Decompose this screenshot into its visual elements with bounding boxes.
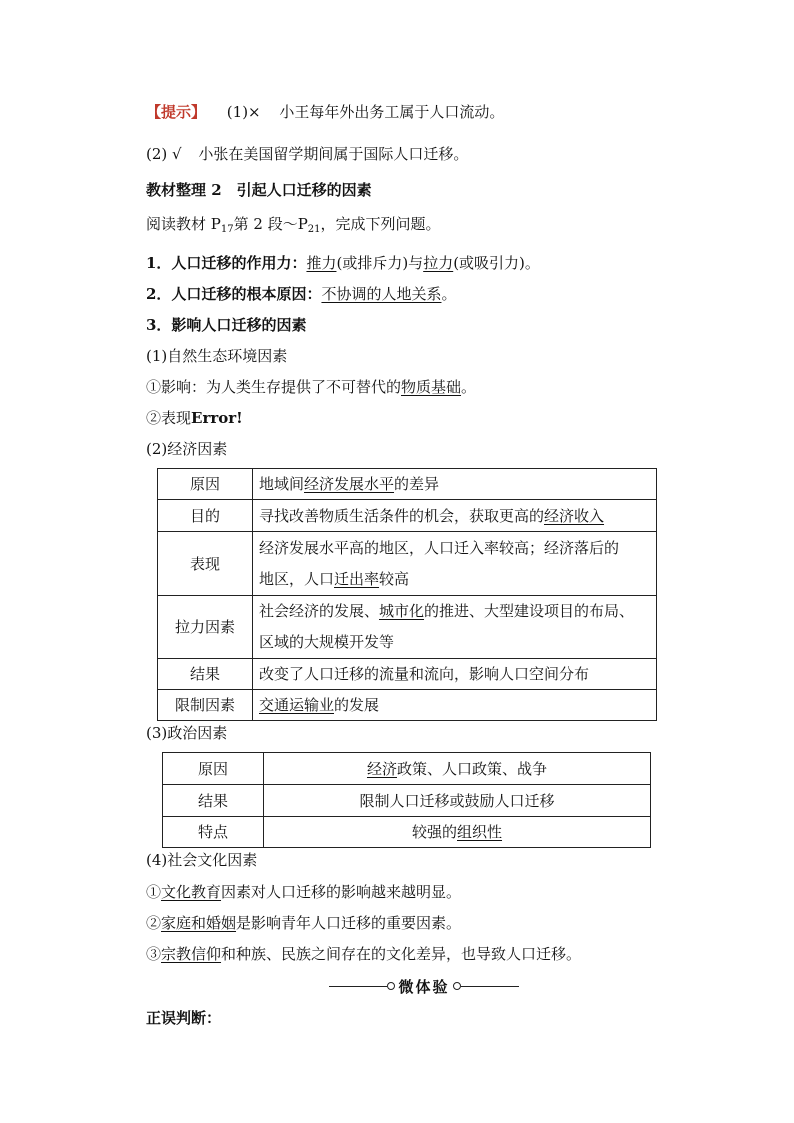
point2-label: 2．人口迁移的根本原因： — [146, 285, 322, 303]
pol-value: 经济政策、人口政策、战争 — [264, 753, 651, 785]
pol-key: 特点 — [163, 817, 264, 848]
reading-middle: 第 2 段～P — [233, 215, 308, 233]
econ-row — [158, 659, 657, 690]
judge-label: 正误判断： — [146, 1009, 222, 1027]
econ-value: 地域间经济发展水平的差异 — [253, 469, 657, 500]
econ-value: 交通运输业的发展 — [253, 690, 657, 721]
point2-end: 。 — [441, 285, 457, 303]
political-table — [162, 752, 651, 848]
social-item-2: ②家庭和婚姻是影响青年人口迁移的重要因素。 — [146, 914, 462, 932]
divider-label: 微体验 — [398, 978, 450, 996]
natural-effect-c: 。 — [461, 378, 477, 396]
econ-key: 表现 — [158, 532, 253, 596]
section-title: 教材整理 2 引起人口迁移的因素 — [146, 181, 372, 199]
point1-d: (或吸引力)。 — [453, 254, 540, 272]
natural-heading: (1)自然生态环境因素 — [146, 347, 288, 365]
reading-sub1: 17 — [220, 224, 234, 235]
econ-row — [158, 596, 657, 659]
econ-key: 限制因素 — [158, 690, 253, 721]
point-1 — [146, 253, 540, 273]
hint-item2-mark: (2) √ — [146, 145, 182, 163]
social-item-3: ③宗教信仰和种族、民族之间存在的文化差异，也导致人口迁移。 — [146, 945, 582, 963]
reading-suffix: ，完成下列问题。 — [320, 215, 441, 233]
point1-pull: 拉力 — [423, 254, 454, 272]
pol-key: 原因 — [163, 753, 264, 785]
reading-instruction — [146, 214, 441, 240]
natural-effect — [146, 377, 476, 397]
point-2 — [146, 284, 456, 304]
point1-label: 1．人口迁移的作用力： — [146, 254, 307, 272]
econ-key: 原因 — [158, 469, 253, 500]
econ-key: 目的 — [158, 500, 253, 532]
pol-row — [163, 817, 651, 848]
divider-circle-right — [453, 982, 461, 990]
pol-value: 较强的组织性 — [264, 817, 651, 848]
econ-key: 拉力因素 — [158, 596, 253, 659]
pol-key: 结果 — [163, 785, 264, 817]
natural-show — [146, 408, 243, 428]
econ-row — [158, 532, 657, 596]
reading-sub2: 21 — [307, 224, 321, 235]
point-3: 3．影响人口迁移的因素 — [146, 316, 307, 334]
reading-prefix: 阅读教材 P — [146, 215, 221, 233]
econ-row — [158, 500, 657, 532]
point2-answer: 不协调的人地关系 — [321, 285, 442, 303]
social-heading: (4)社会文化因素 — [146, 851, 258, 869]
econ-value: 改变了人口迁移的流量和流向，影响人口空间分布 — [253, 659, 657, 690]
hint-item1-mark: (1)× — [226, 103, 261, 121]
hint-item1-text: 小王每年外出务工属于人口流动。 — [279, 103, 505, 121]
hint-line-1 — [146, 102, 504, 122]
hint-item2-text: 小张在美国留学期间属于国际人口迁移。 — [198, 145, 469, 163]
natural-show-a: ②表现 — [146, 409, 192, 427]
econ-key: 结果 — [158, 659, 253, 690]
econ-row — [158, 690, 657, 721]
point1-push: 推力 — [306, 254, 337, 272]
econ-value: 寻找改善物质生活条件的机会，获取更高的经济收入 — [253, 500, 657, 532]
micro-experience-divider — [329, 976, 519, 996]
natural-show-error: Error! — [191, 409, 243, 427]
social-item-1: ①文化教育因素对人口迁移的影响越来越明显。 — [146, 883, 462, 901]
econ-row — [158, 469, 657, 500]
pol-row — [163, 753, 651, 785]
pol-value: 限制人口迁移或鼓励人口迁移 — [264, 785, 651, 817]
economic-heading: (2)经济因素 — [146, 440, 228, 458]
divider-line-right — [461, 986, 519, 987]
econ-value: 经济发展水平高的地区，人口迁入率较高；经济落后的 地区，人口迁出率较高 — [253, 532, 657, 596]
pol-row — [163, 785, 651, 817]
hint-label: 【提示】 — [146, 103, 207, 121]
econ-value: 社会经济的发展、城市化的推进、大型建设项目的布局、 区域的大规模开发等 — [253, 596, 657, 659]
political-heading: (3)政治因素 — [146, 724, 228, 742]
economic-table — [157, 468, 657, 721]
point1-b: (或排斥力)与 — [336, 254, 424, 272]
natural-effect-a: ①影响：为人类生存提供了不可替代的 — [146, 378, 402, 396]
hint-line-2 — [146, 144, 468, 164]
natural-effect-b: 物质基础 — [401, 378, 462, 396]
